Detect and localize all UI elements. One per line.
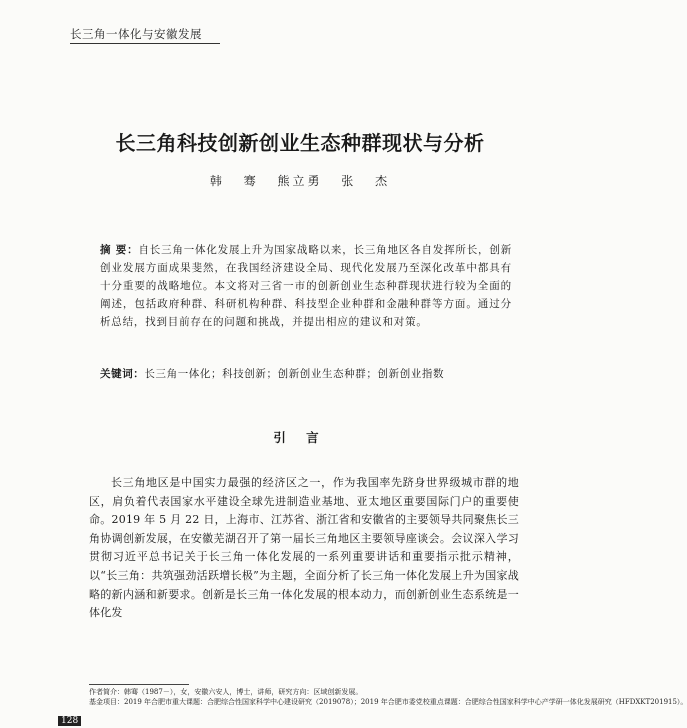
running-head-rule <box>70 43 220 44</box>
footnote-funding: 基金项目：2019 年合肥市重大课题：合肥综合性国家科学中心建设研究（2019078）；2019 年合肥市委党校重点课题：合肥综合性国家科学中心产学研一体化发展研究（HFDXKT201915）。 <box>89 698 687 706</box>
running-head: 长三角一体化与安徽发展 <box>70 27 202 41</box>
abstract-label: 摘 要： <box>100 244 139 256</box>
page-number: 128 <box>58 716 81 726</box>
abstract <box>100 241 512 331</box>
footnotes <box>89 687 687 707</box>
abstract-text: 自长三角一体化发展上升为国家战略以来，长三角地区各自发挥所长，创新创业发展方面成果斐然，在我国经济建设全局、现代化发展乃至深化改革中都具有十分重要的战略地位。本文将对三省一市的创新创业生态种群现状进行较为全面的阐述，包括政府种群、科研机构种群、科技型企业种群和金融种群等方面。通过分析总结，找到目前存在的问题和挑战，并提出相应的建议和对策。 <box>100 244 512 328</box>
footnote-rule <box>89 684 189 685</box>
body-paragraph: 长三角地区是中国实力最强的经济区之一，作为我国率先跻身世界级城市群的地区，肩负着代表国家水平建设全球先进制造业基地、亚太地区重要国际门户的重要使命。2019 年 5 月 22 日，上海市、江苏省、浙江省和安徽省的主要领导共同聚焦长三角协调创新发展，在安徽芜湖召开了第一届长三角地区主要领导座谈会。会议深入学习贯彻习近平总书记关于长三角一体化发展的一系列重要讲话和重要指示批示精神，以“长三角：共筑强劲活跃增长极”为主题，全面分析了长三角一体化发展上升为国家战略的新内涵和新要求。创新是长三角一体化发展的根本动力，而创新创业生态系统是一体化发 <box>89 476 519 620</box>
section-heading: 引 言 <box>273 430 327 445</box>
keywords <box>100 365 512 383</box>
footnote-author-bio: 作者简介：韩骞（1987－），女，安徽六安人，博士，讲师，研究方向：区域创新发展。 <box>89 688 363 696</box>
author-list: 韩 骞 熊立勇 张 杰 <box>209 174 391 188</box>
article-title: 长三角科技创新创业生态种群现状与分析 <box>115 131 485 155</box>
keywords-text: 长三角一体化；科技创新；创新创业生态种群；创新创业指数 <box>144 368 445 380</box>
keywords-label: 关键词： <box>100 368 145 380</box>
